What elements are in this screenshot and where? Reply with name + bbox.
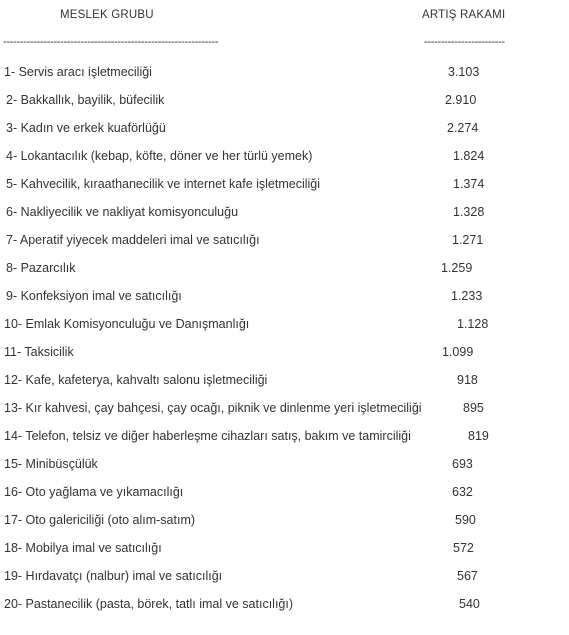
list-item bbox=[0, 566, 569, 594]
increase-value: 1.128 bbox=[457, 317, 489, 331]
occupation-name: 15- Minibüsçülük bbox=[4, 457, 98, 471]
occupation-name: 18- Mobilya imal ve satıcılığı bbox=[4, 541, 162, 555]
occupation-name: 14- Telefon, telsiz ve diğer haberleşme cihazları satış, bakım ve tamirciliği bbox=[4, 429, 411, 443]
list-item bbox=[0, 426, 569, 454]
occupation-name: 10- Emlak Komisyonculuğu ve Danışmanlığı bbox=[4, 317, 250, 331]
occupation-name: 4- Lokantacılık (kebap, köfte, döner ve her türlü yemek) bbox=[6, 149, 313, 163]
occupation-list bbox=[0, 62, 569, 622]
dashed-rule-right: ------------------------ bbox=[424, 36, 505, 48]
dashed-rule-left: ---------------------------------------------------------------- bbox=[3, 36, 219, 48]
list-item bbox=[0, 62, 569, 90]
increase-value: 2.274 bbox=[447, 121, 479, 135]
occupation-name: 3- Kadın ve erkek kuaförlüğü bbox=[6, 121, 166, 135]
increase-value: 567 bbox=[457, 569, 478, 583]
list-item bbox=[0, 174, 569, 202]
column-header-group: MESLEK GRUBU bbox=[60, 9, 154, 21]
increase-value: 1.099 bbox=[442, 345, 474, 359]
list-item bbox=[0, 398, 569, 426]
occupation-name: 12- Kafe, kafeterya, kahvaltı salonu işletmeciliği bbox=[4, 373, 268, 387]
increase-value: 1.374 bbox=[453, 177, 485, 191]
increase-value: 590 bbox=[455, 513, 476, 527]
list-item bbox=[0, 286, 569, 314]
occupation-name: 8- Pazarcılık bbox=[6, 261, 76, 275]
increase-value: 1.259 bbox=[441, 261, 473, 275]
list-item bbox=[0, 230, 569, 258]
list-item bbox=[0, 454, 569, 482]
occupation-name: 1- Servis aracı işletmeciliği bbox=[4, 65, 152, 79]
increase-value: 1.271 bbox=[452, 233, 484, 247]
increase-value: 693 bbox=[452, 457, 473, 471]
increase-value: 1.824 bbox=[453, 149, 485, 163]
column-header-value: ARTIŞ RAKAMI bbox=[422, 9, 506, 21]
increase-value: 1.233 bbox=[451, 289, 483, 303]
occupation-name: 16- Oto yağlama ve yıkamacılığı bbox=[4, 485, 184, 499]
list-item bbox=[0, 258, 569, 286]
list-item bbox=[0, 538, 569, 566]
increase-value: 819 bbox=[468, 429, 489, 443]
list-item bbox=[0, 90, 569, 118]
list-item bbox=[0, 342, 569, 370]
increase-value: 540 bbox=[459, 597, 480, 611]
list-item bbox=[0, 594, 569, 622]
increase-value: 1.328 bbox=[453, 205, 485, 219]
increase-value: 3.103 bbox=[448, 65, 480, 79]
list-item bbox=[0, 370, 569, 398]
increase-value: 2.910 bbox=[445, 93, 477, 107]
list-item bbox=[0, 202, 569, 230]
increase-value: 918 bbox=[457, 373, 478, 387]
occupation-name: 6- Nakliyecilik ve nakliyat komisyonculuğu bbox=[6, 205, 239, 219]
occupation-name: 19- Hırdavatçı (nalbur) imal ve satıcılığı bbox=[4, 569, 223, 583]
occupation-name: 13- Kır kahvesi, çay bahçesi, çay ocağı, piknik ve dinlenme yeri işletmeciliği bbox=[4, 401, 422, 415]
increase-value: 572 bbox=[453, 541, 474, 555]
occupation-name: 7- Aperatif yiyecek maddeleri imal ve satıcılığı bbox=[6, 233, 260, 247]
list-item bbox=[0, 314, 569, 342]
occupation-name: 5- Kahvecilik, kıraathanecilik ve internet kafe işletmeciliği bbox=[6, 177, 321, 191]
increase-value: 895 bbox=[463, 401, 484, 415]
increase-value: 632 bbox=[452, 485, 473, 499]
occupation-name: 9- Konfeksiyon imal ve satıcılığı bbox=[6, 289, 182, 303]
list-item bbox=[0, 482, 569, 510]
occupation-name: 11- Taksicilik bbox=[4, 345, 74, 359]
list-item bbox=[0, 510, 569, 538]
occupation-name: 17- Oto galericiliği (oto alım-satım) bbox=[4, 513, 196, 527]
occupation-name: 2- Bakkallık, bayilik, büfecilik bbox=[6, 93, 165, 107]
list-item bbox=[0, 118, 569, 146]
list-item bbox=[0, 146, 569, 174]
occupation-name: 20- Pastanecilik (pasta, börek, tatlı imal ve satıcılığı) bbox=[4, 597, 294, 611]
